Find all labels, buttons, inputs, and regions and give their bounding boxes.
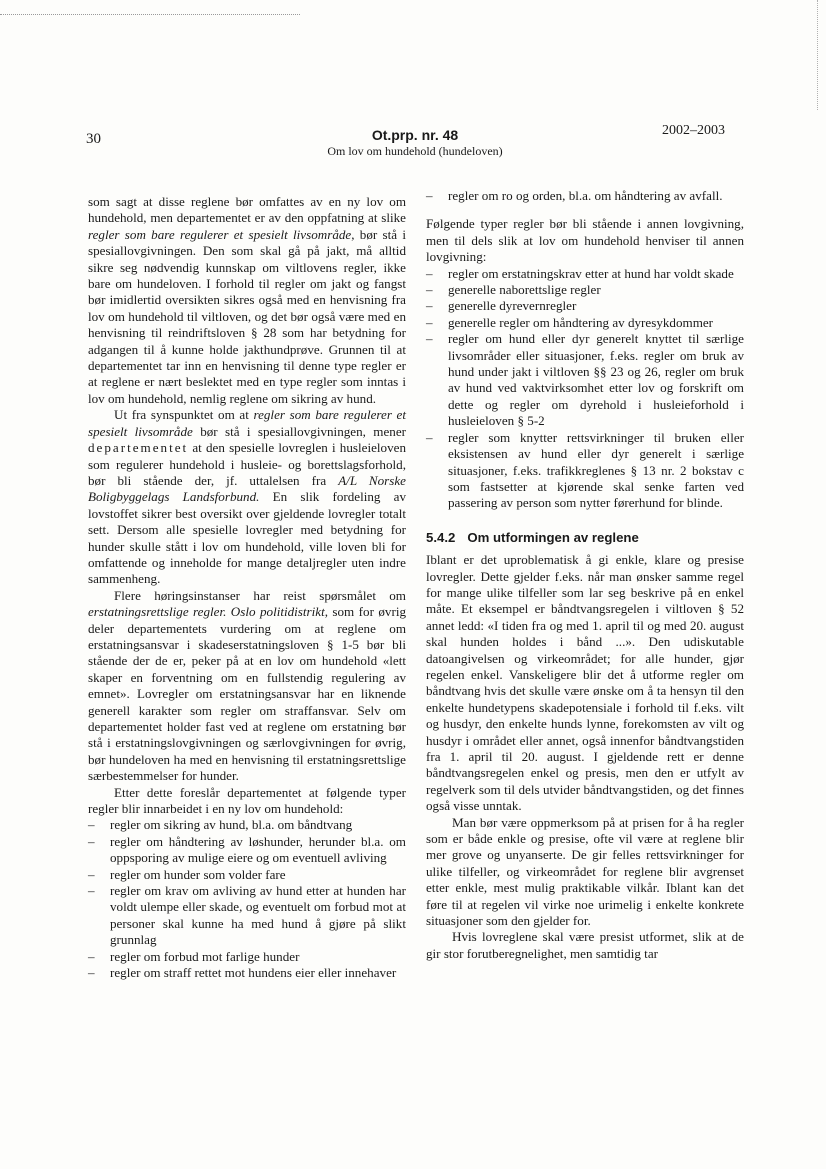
- spacer: [426, 204, 744, 216]
- section-number: 5.4.2: [426, 529, 456, 545]
- paragraph: Man bør være oppmerksom på at prisen for å ha regler som er både enkle og presise, ofte vil være at reglene blir mer grove og unyanserte. De gir felles rettsvirkninger for ulike tilfeller, og virkeområdet for reglene blir avgrenset etter enkle, mest mulig praktikable vilkår. Iblant kan det føre til at regelen vil virke noe urimelig i enkelte konkrete situasjoner som den gjelder for.: [426, 814, 744, 929]
- text-run: Flere høringsinstanser har reist spørsmålet om: [114, 587, 406, 603]
- running-header: [250, 127, 580, 159]
- right-column: [426, 188, 744, 962]
- other-legislation-list: [426, 266, 744, 512]
- list-item: – regler om håndtering av løshunder, herunder bl.a. om oppsporing av mulige eiere og om eventuell avliving: [88, 834, 406, 867]
- spaced-run: departementet: [88, 440, 189, 456]
- document-subtitle: Om lov om hundehold (hundeloven): [327, 144, 503, 158]
- text-run: En slik fordeling av lovstoffet sikrer best oversikt over gjeldende lovregler totalt sett. Dersom alle spesielle lovregler med betydning for hunder skulle stått i lov om hundehold, ville loven bli for omfattende og inneholde for mange detaljregler uten indre sammenheng.: [88, 489, 406, 587]
- paragraph: [88, 194, 406, 407]
- paragraph: Følgende typer regler bør bli stående i annen lovgivning, men til dels slik at lov om hundehold henviser til annen lovgivning:: [426, 216, 744, 265]
- paragraph: [88, 407, 406, 587]
- session-year: 2002–2003: [662, 123, 725, 138]
- list-item: – regler om krav om avliving av hund etter at hunden har voldt ulempe eller skade, og eventuelt om forbud mot at personer skal kunne ha med hund å gjøre på slikt grunnlag: [88, 883, 406, 949]
- rule-list-continued: [426, 188, 744, 204]
- italic-run: erstatningsrettslige regler. Oslo politidistrikt: [88, 604, 325, 620]
- document-title: Ot.prp. nr. 48: [371, 127, 459, 143]
- scan-edge: [817, 0, 818, 110]
- paragraph: [88, 588, 406, 785]
- list-item: – regler om forbud mot farlige hunder: [88, 949, 406, 965]
- italic-run: A/L Norske Boligbyggelags Landsforbund.: [88, 472, 406, 505]
- left-column: [88, 194, 406, 982]
- list-item: – regler som knytter rettsvirkninger til bruken eller eksistensen av hund eller dyr generelt i særlige situasjoner, f.eks. trafikkreglenes § 13 nr. 2 bokstav c som fastsetter at kjørende skal senke farten ved passering av person som nytter førerhund for blinde.: [426, 430, 744, 512]
- paragraph: Iblant er det uproblematisk å gi enkle, klare og presise lovregler. Dette gjelder f.eks. når man ønsker samme regel for mange ulike tilfeller som lar seg beskrive på en enkel måte. Et eksempel er båndtvangsregelen i viltloven § 52 annet ledd: «I tiden fra og med 1. april til og med 20. august skal hunden holdes i bånd ...». Den udiskutable datoangivelsen og virkeområdet; for alle hunder, gjør regelen enkel. Vanskeligere blir det å utforme regler om båndtvang hvis det skulle være ønske om å ta hensyn til den enkelte hundetypens skadepotensiale i forhold til f.eks. vilt og husdyr, den enkelte hunds lynne, forekomsten av vilt og husdyr i området eller annet, også innenfor båndtvangstiden fra 1. april til 20. august. I gjeldende rett er denne båndtvangsregelen enkel og presis, men den er utfylt av regelverk som til dels utvider båndtvangstiden, og det finnes også visse unntak.: [426, 552, 744, 814]
- spacer: [426, 512, 744, 530]
- text-run: , som for øvrig deler departementets vurdering om at reglene om erstatningsansvar i skadeserstatningsloven § 1-5 bør bli stående der de er, peker på at en lov om hundehold «lett skaper en forventning om en fullstendig regulering av emnet». Lovregler om erstatningsansvar har en liknende generell karakter som regler om straffansvar. Selv om departementet holder fast ved at reglene om erstatning bør stå i erstatningslovgivningen og særlovgivningen for øvrig, bør hundeloven ha med en henvisning til erstatningsrettslige særbestemmelser for hunder.: [88, 604, 406, 784]
- section-title: Om utformingen av reglene: [467, 529, 639, 545]
- text-run: bør stå i spesiallovgivningen, mener: [192, 423, 406, 439]
- text-run: at den spesielle lovreglen i husleieloven som regulerer hundehold i husleie- og borettslagsforhold, bør bli stående der, jf. uttalelsen fra: [88, 440, 406, 488]
- paragraph: Etter dette foreslår departementet at følgende typer regler blir innarbeidet i en ny lov om hundehold:: [88, 784, 406, 817]
- scan-artifact: [0, 14, 300, 15]
- list-item: – generelle regler om håndtering av dyresykdommer: [426, 315, 744, 331]
- italic-run: regler som bare regulerer et spesielt livsområde: [88, 226, 352, 242]
- section-heading: [426, 530, 744, 546]
- list-item: – generelle naborettslige regler: [426, 282, 744, 298]
- text-run: , bør stå i spesiallovgivningen. Den som skal gå på jakt, må alltid sikre seg nødvendig kunnskap om viltlovens regler, ikke bare om hundeloven. I forhold til regler om jakt og fangst bør imidlertid oversikten sikres også med en henvisning fra lov om hundehold til viltloven, og det bør også være med en henvisning til reindriftsloven § 28 som har betydning for adgangen til å kunne holde jakthundprøve. Grunnen til at departementet tar inn en henvisning til denne type regler er at reglene er nært beslektet med en type regler som inntas i lov om hundehold, nemlig reglene om sikring av hund.: [88, 226, 406, 406]
- list-item: – regler om hund eller dyr generelt knyttet til særlige livsområder eller situasjoner, f.eks. regler om bruk av hund under jakt i viltloven §§ 23 og 26, regler om bruk av hund ved vaktvirksomhet etter lov og forskrift om dette og regler om dyrehold i husleieforhold i husleieloven § 5-2: [426, 331, 744, 429]
- text-run: som sagt at disse reglene bør omfattes av en ny lov om hundehold, men departementet er av den oppfatning at slike: [88, 194, 406, 226]
- list-item: – regler om straff rettet mot hundens eier eller innehaver: [88, 965, 406, 981]
- page-number: 30: [86, 131, 101, 147]
- list-item: – regler om erstatningskrav etter at hund har voldt skade: [426, 266, 744, 282]
- italic-run: regler som bare regulerer et spesielt livsområde: [88, 407, 407, 439]
- list-item: – regler om hunder som volder fare: [88, 867, 406, 883]
- text-run: Ut fra synspunktet om at: [114, 407, 254, 423]
- list-item: – regler om sikring av hund, bl.a. om båndtvang: [88, 817, 406, 833]
- rule-list: [88, 817, 406, 981]
- paragraph: Hvis lovreglene skal være presist utformet, slik at de gir stor forutberegnelighet, men samtidig tar: [426, 929, 744, 961]
- list-item: – regler om ro og orden, bl.a. om håndtering av avfall.: [426, 188, 744, 204]
- list-item: – generelle dyrevernregler: [426, 298, 744, 314]
